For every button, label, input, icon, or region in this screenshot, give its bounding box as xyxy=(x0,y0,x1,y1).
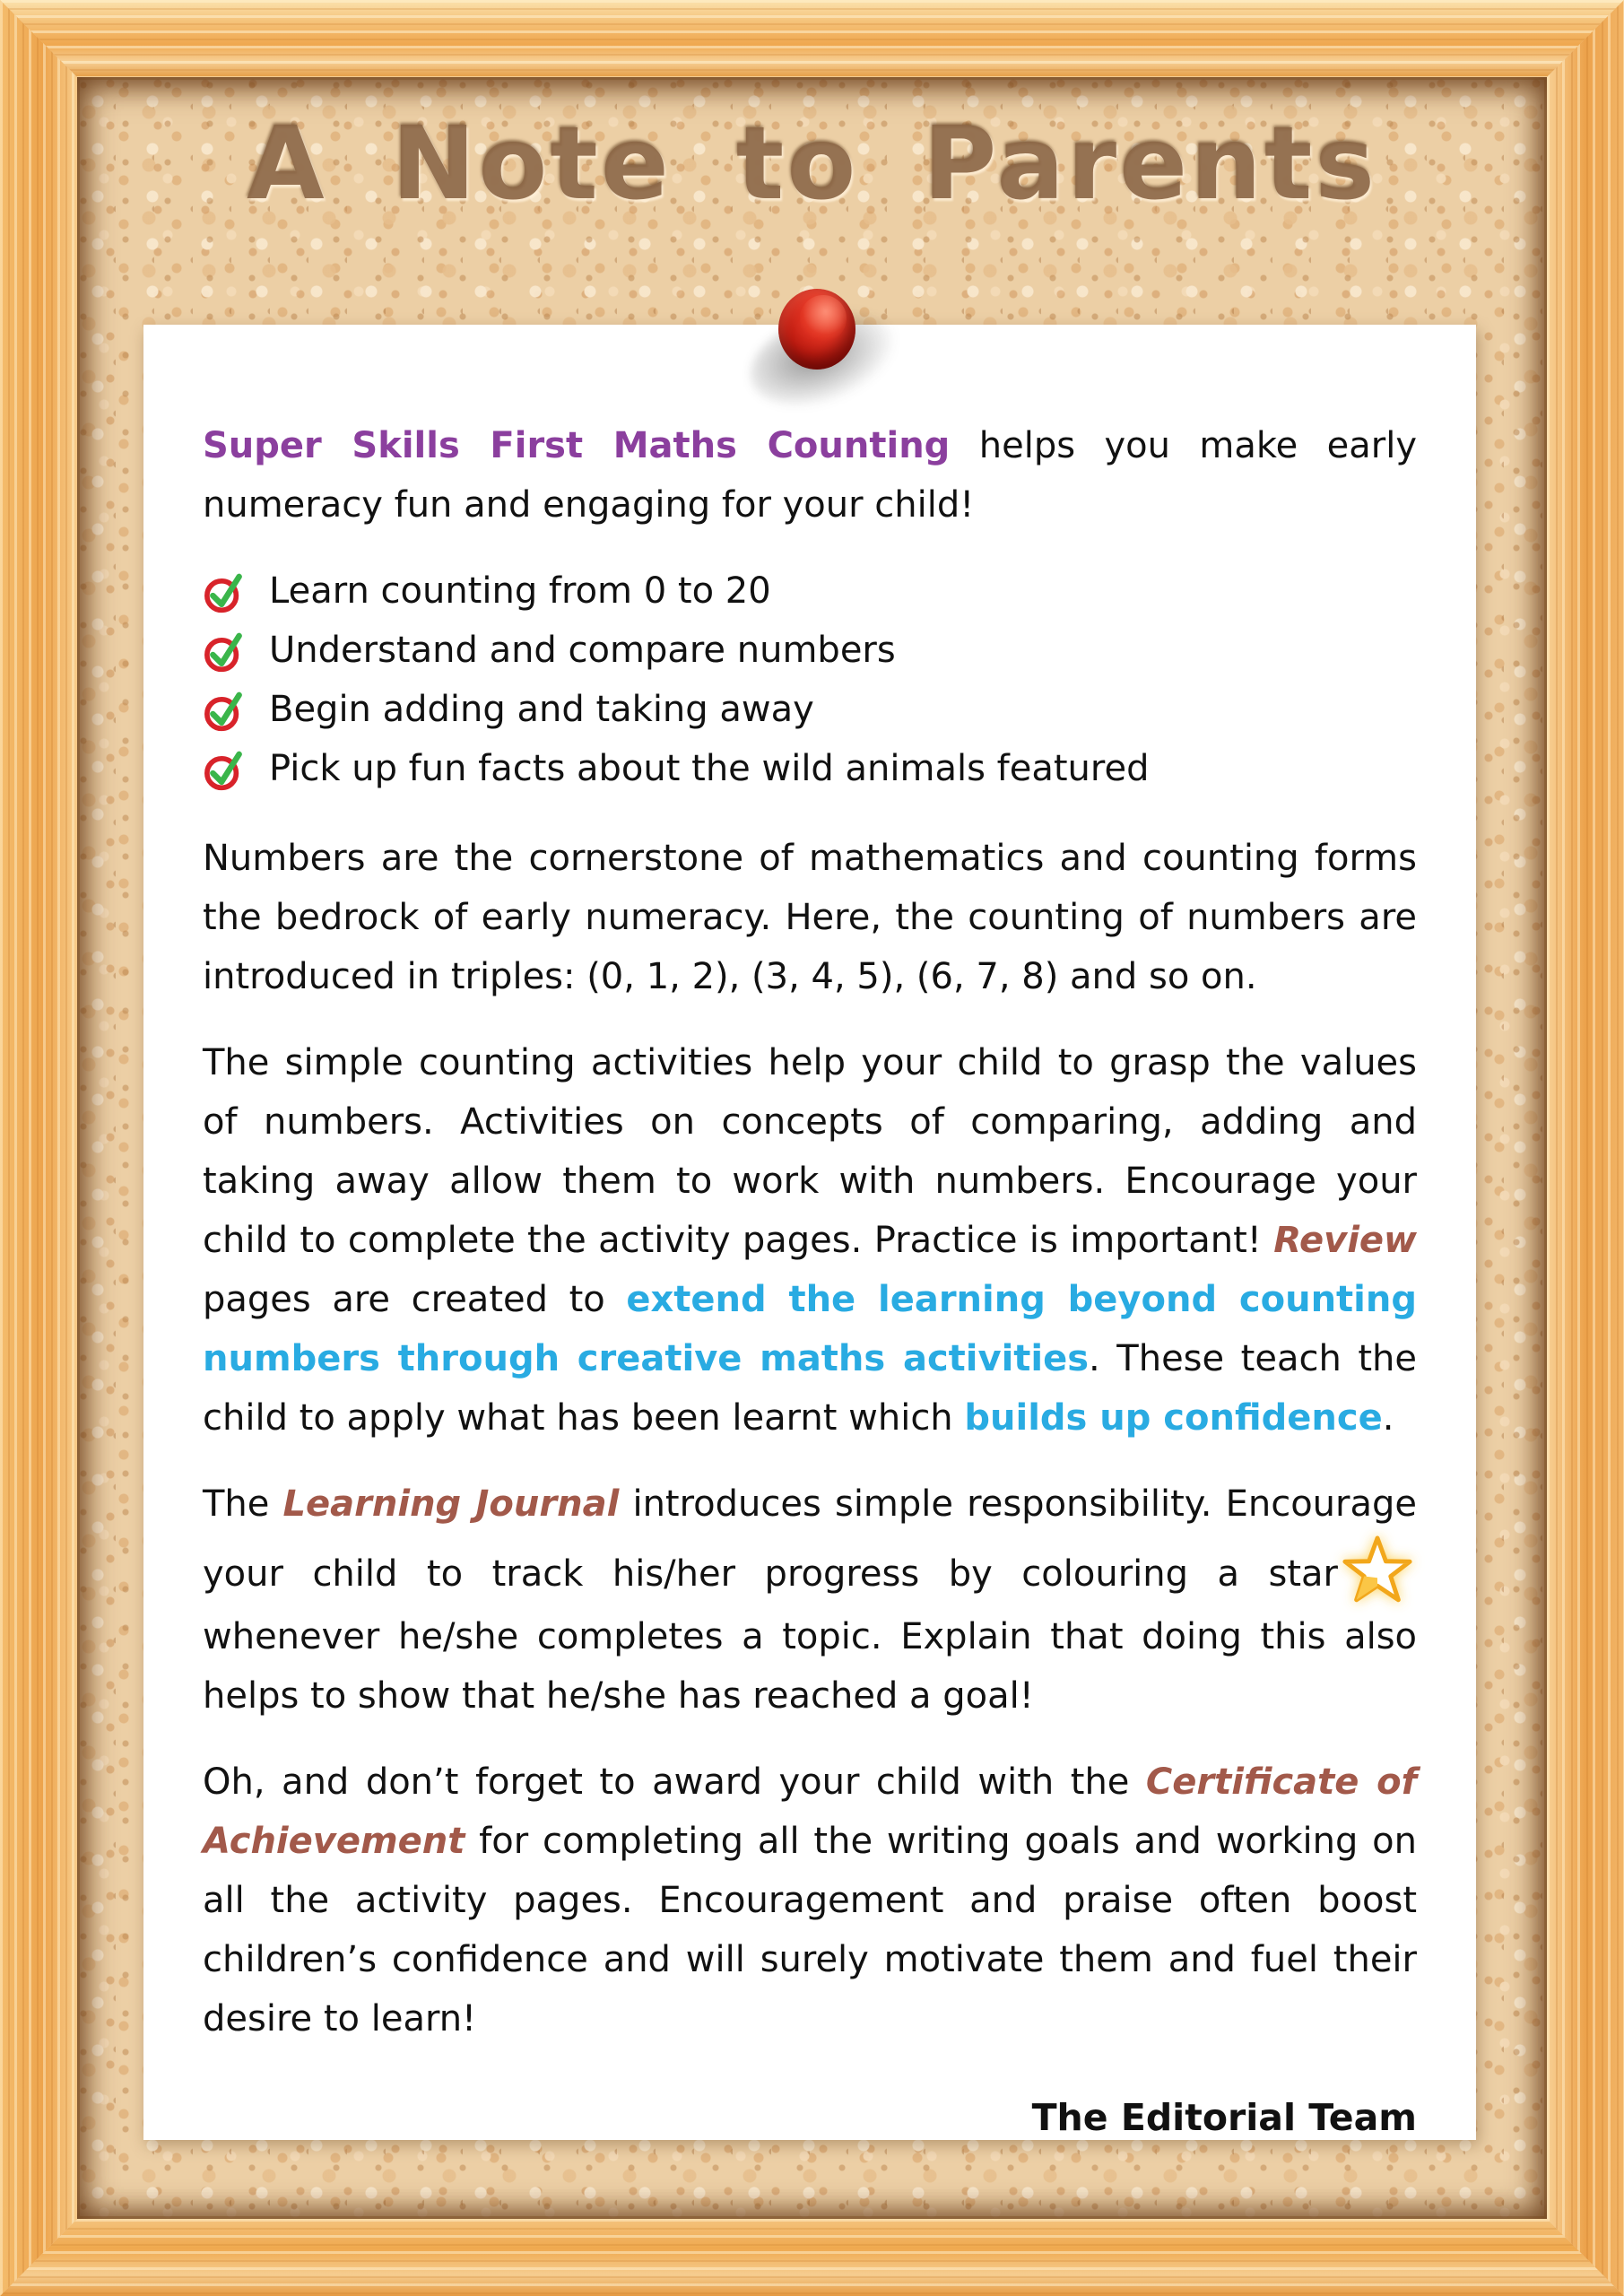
activities-text: pages are created to xyxy=(203,1279,627,1320)
checklist-item-label: Learn counting from 0 to 20 xyxy=(269,570,771,612)
checklist-item xyxy=(203,739,1417,798)
checklist-item xyxy=(203,621,1417,680)
certificate-text: Oh, and don’t forget to award your child with the xyxy=(203,1761,1146,1803)
paragraph-journal xyxy=(203,1474,1417,1726)
brand-title: Super Skills First Maths Counting xyxy=(203,425,951,466)
certificate-text: for completing all the writing goals and working on all the activity pages. Encouragement and praise often boost children’s confidence and will surely motivate them and fuel their desire to learn! xyxy=(203,1821,1417,2039)
review-label: Review xyxy=(1273,1220,1417,1261)
checklist-item xyxy=(203,680,1417,739)
check-icon xyxy=(203,687,249,734)
check-icon xyxy=(203,628,249,674)
wood-frame-bottom xyxy=(0,2219,1624,2296)
activities-text: The simple counting activities help your child to grasp the values of numbers. Activities on concepts of comparing, adding and taking away allow them to work with numbers. Encourage your child to complete the activity pages. Practice is important! xyxy=(203,1042,1417,1261)
wood-frame-top xyxy=(0,0,1624,77)
checklist-item-label: Pick up fun facts about the wild animals featured xyxy=(269,748,1150,789)
paragraph-certificate xyxy=(203,1752,1417,2048)
journal-text: whenever he/she completes a topic. Explain that doing this also helps to show that he/she has reached a goal! xyxy=(203,1616,1417,1717)
highlight-builds-confidence: builds up confidence xyxy=(964,1397,1383,1439)
signature: The Editorial Team xyxy=(1031,2096,1417,2139)
feature-checklist xyxy=(203,561,1417,798)
activities-text: . xyxy=(1382,1397,1394,1439)
page-title: A Note to Parents xyxy=(246,106,1378,222)
paragraph-activities xyxy=(203,1033,1417,1448)
journal-text: introduces simple responsibility. Encourage your child to track his/her progress by colouring a star xyxy=(203,1483,1417,1595)
checklist-item-label: Begin adding and taking away xyxy=(269,689,814,730)
paragraph-numbers: Numbers are the cornerstone of mathematics and counting forms the bedrock of early numeracy. Here, the counting of numbers are introduced in triples: (0, 1, 2), (3, 4, 5), (6, 7, 8) and so on. xyxy=(203,838,1417,997)
intro-paragraph xyxy=(203,416,1417,535)
pushpin-icon xyxy=(778,289,855,370)
journal-text: The xyxy=(203,1483,283,1525)
certificate-label: Certificate of Achievement xyxy=(203,1761,1418,1862)
wood-frame-left xyxy=(0,0,77,2296)
check-icon xyxy=(203,569,249,615)
learning-journal-label: Learning Journal xyxy=(282,1483,620,1525)
star-icon xyxy=(1340,1534,1415,1607)
paper-note xyxy=(143,325,1476,2140)
checklist-item xyxy=(203,561,1417,621)
wood-frame-right xyxy=(1547,0,1624,2296)
check-icon xyxy=(203,746,249,793)
activities-text: . These teach the child to apply what has been learnt which xyxy=(203,1338,1417,1439)
highlight-extend-learning: extend the learning beyond counting numbers through creative maths activities xyxy=(203,1279,1417,1379)
intro-text: helps you make early numeracy fun and engaging for your child! xyxy=(203,425,1417,526)
checklist-item-label: Understand and compare numbers xyxy=(269,630,896,671)
